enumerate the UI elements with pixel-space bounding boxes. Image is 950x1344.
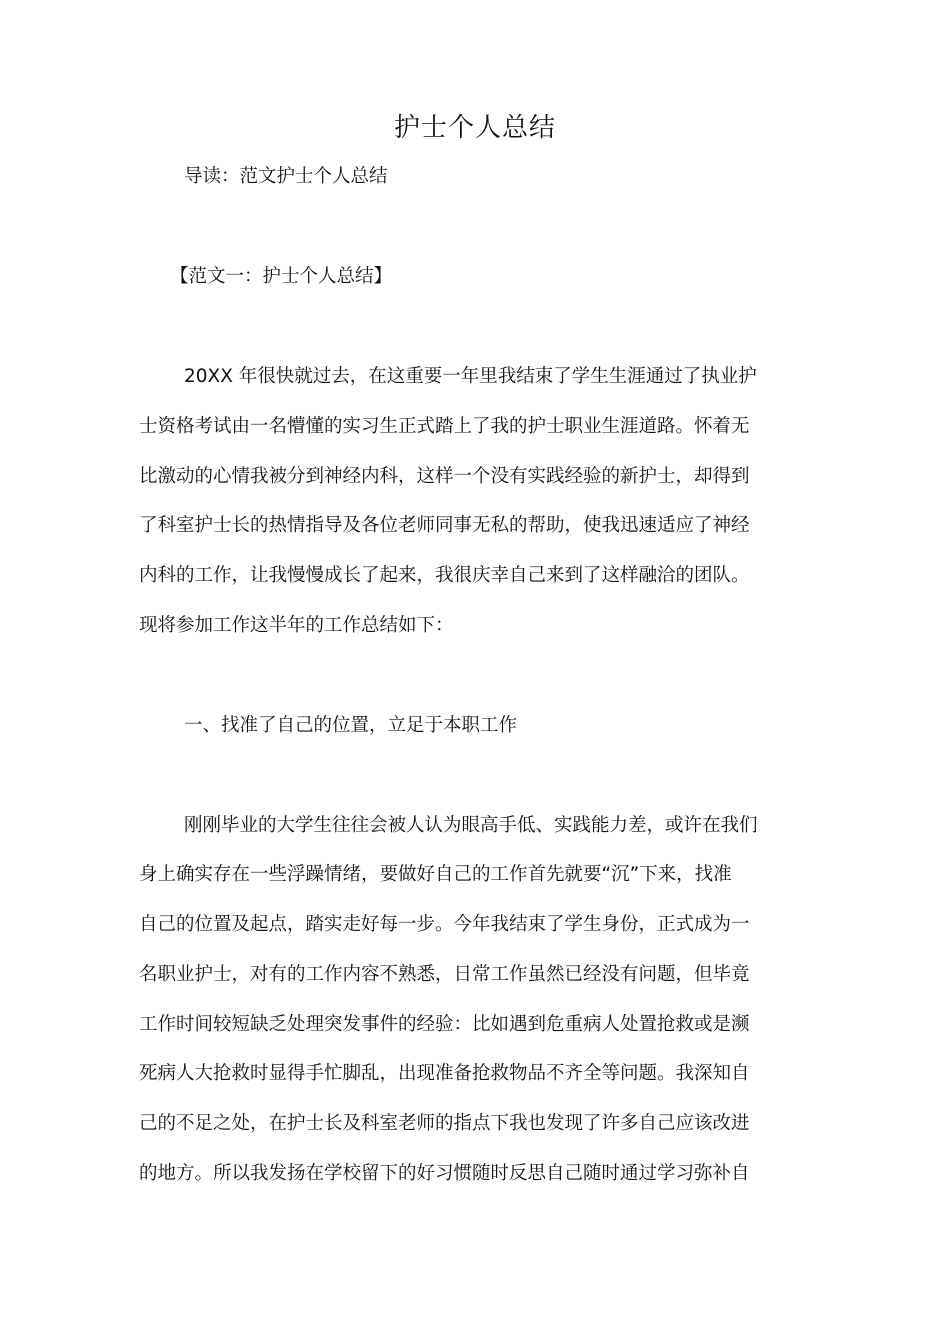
paragraph1-line-4: 了科室护士长的热情指导及各位老师同事无私的帮助，使我迅速适应了神经 [139, 515, 750, 536]
paragraph1-line-5: 内科的工作，让我慢慢成长了起来，我很庆幸自己来到了这样融洽的团队。 [139, 565, 750, 586]
paragraph2-line-5: 工作时间较短缺乏处理突发事件的经验：比如遇到危重病人处置抢救或是濒 [139, 1014, 750, 1035]
paragraph2-line-1: 刚刚毕业的大学生往往会被人认为眼高手低、实践能力差，或许在我们 [184, 815, 758, 836]
intro-line: 导读：范文护士个人总结 [184, 166, 388, 187]
paragraph1-line-1: 20XX 年很快就过去，在这重要一年里我结束了学生生涯通过了执业护 [184, 366, 757, 387]
paragraph2-line-4: 名职业护士，对有的工作内容不熟悉，日常工作虽然已经没有问题，但毕竟 [139, 964, 750, 985]
paragraph2-line-2: 身上确实存在一些浮躁情绪，要做好自己的工作首先就要“沉”下来，找准 [139, 864, 732, 885]
paragraph2-line-8: 的地方。所以我发扬在学校留下的好习惯随时反思自己随时通过学习弥补自 [139, 1163, 750, 1184]
paragraph1-line-3: 比激动的心情我被分到神经内科，这样一个没有实践经验的新护士，却得到 [139, 466, 750, 487]
paragraph1-line-2: 士资格考试由一名懵懂的实习生正式踏上了我的护士职业生涯道路。怀着无 [139, 416, 750, 437]
paragraph2-line-6: 死病人大抢救时显得手忙脚乱，出现准备抢救物品不齐全等问题。我深知自 [139, 1063, 750, 1084]
section-heading: 【范文一：护士个人总结】 [170, 266, 393, 287]
document-title: 护士个人总结 [393, 113, 556, 143]
paragraph1-line-6: 现将参加工作这半年的工作总结如下： [139, 615, 454, 636]
subheading-1: 一、找准了自己的位置，立足于本职工作 [184, 715, 518, 736]
paragraph2-line-7: 己的不足之处，在护士长及科室老师的指点下我也发现了许多自己应该改进 [139, 1113, 750, 1134]
paragraph2-line-3: 自己的位置及起点，踏实走好每一步。今年我结束了学生身份，正式成为一 [139, 914, 750, 935]
